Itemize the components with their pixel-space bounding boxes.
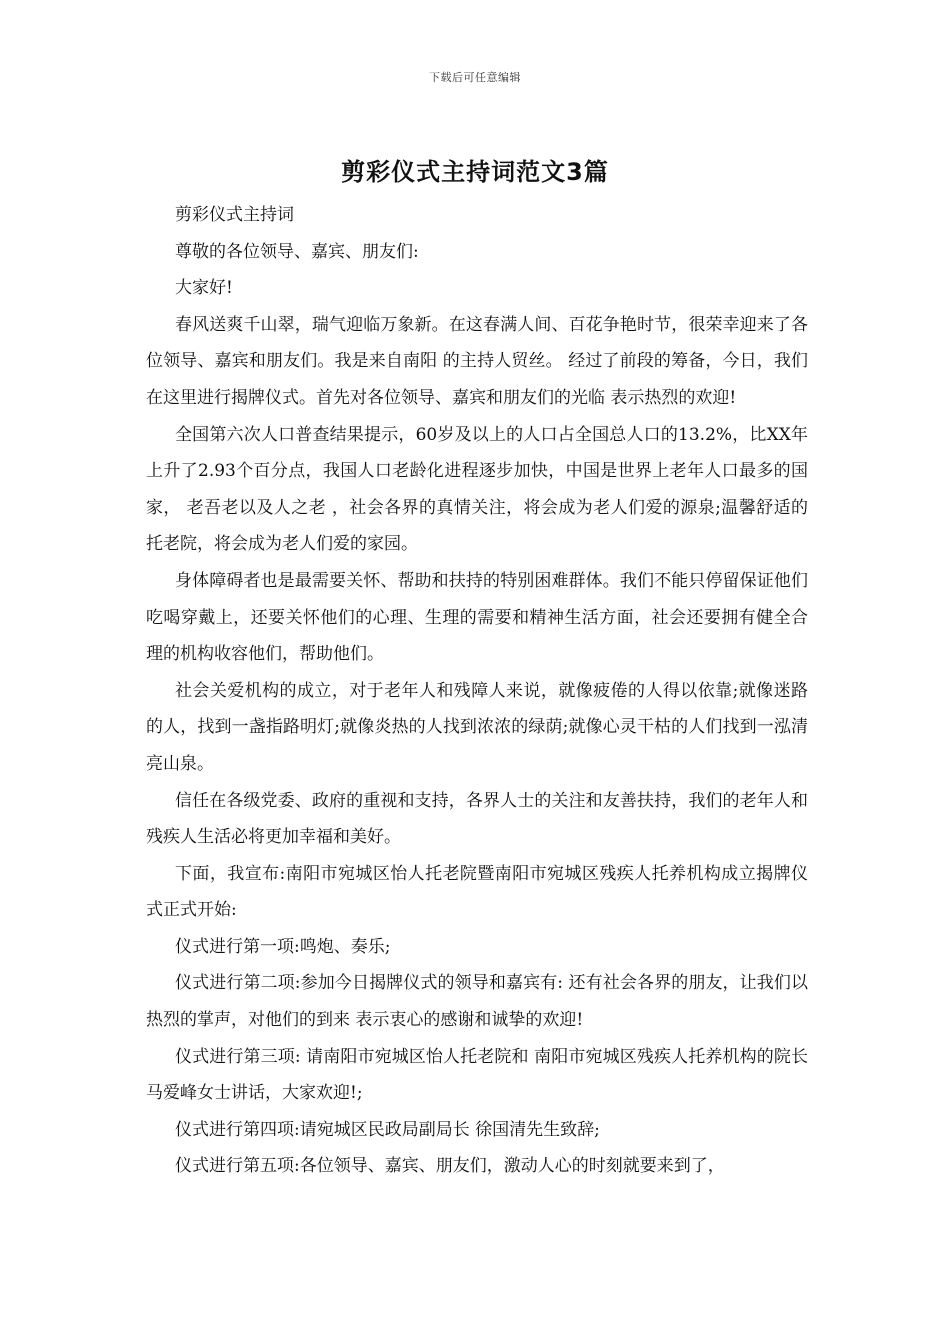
paragraph: 仪式进行第三项: 请南阳市宛城区怡人托老院和 南阳市宛城区残疾人托养机构的院长 马爱峰女士讲话，大家欢迎!;: [146, 1046, 808, 1104]
document-title: 剪彩仪式主持词范文3篇: [341, 158, 609, 186]
paragraph: 大家好!: [175, 278, 233, 299]
header-note: 下载后可任意编辑: [429, 71, 521, 84]
paragraph: 仪式进行第五项:各位领导、嘉宾、朋友们，激动人心的时刻就要来到了，: [175, 1156, 725, 1177]
paragraph: 社会关爱机构的成立，对于老年人和残障人来说，就像疲倦的人得以依靠;就像迷路的人，找到一盏指路明灯;就像炎热的人找到浓浓的绿荫;就像心灵干枯的人们找到一泓清亮山泉。: [146, 680, 808, 774]
paragraph: 仪式进行第二项:参加今日揭牌仪式的领导和嘉宾有: 还有社会各界的朋友，让我们以热烈的掌声，对他们的到来 表示衷心的感谢和诚挚的欢迎!: [146, 973, 808, 1031]
paragraph: 仪式进行第一项:鸣炮、奏乐;: [175, 936, 391, 957]
paragraph: 剪彩仪式主持词: [175, 205, 294, 225]
paragraph: 春风送爽千山翠，瑞气迎临万象新。在这春满人间、百花争艳时节，很荣幸迎来了各位领导、嘉宾和朋友们。我是来自南阳 的主持人贸丝。 经过了前段的筹备，今日，我们在这里进行揭牌仪式。首先对各位领导、嘉宾和朋友们的光临 表示热烈的欢迎!: [146, 314, 808, 408]
paragraph: 信任在各级党委、政府的重视和支持，各界人士的关注和友善扶持，我们的老年人和残疾人生活必将更加幸福和美好。: [146, 790, 808, 848]
paragraph: 仪式进行第四项:请宛城区民政局副局长 徐国清先生致辞;: [175, 1119, 600, 1140]
paragraph: 身体障碍者也是最需要关怀、帮助和扶持的特别困难群体。我们不能只停留保证他们吃喝穿戴上，还要关怀他们的心理、生理的需要和精神生活方面，社会还要拥有健全合理的机构收容他们，帮助他们。: [146, 570, 808, 665]
paragraph: 尊敬的各位领导、嘉宾、朋友们:: [175, 241, 419, 262]
document-body: [146, 197, 808, 1185]
paragraph: 下面，我宣布:南阳市宛城区怡人托老院暨南阳市宛城区残疾人托养机构成立揭牌仪式正式开始:: [146, 863, 808, 921]
paragraph: 全国第六次人口普查结果提示，60岁及以上的人口占全国总人口的13.2%，比XX年上升了2.93个百分点，我国人口老龄化进程逐步加快，中国是世界上老年人口最多的国家， 老吾老以及人之老 ，社会各界的真情关注，将会成为老人们爱的源泉;温馨舒适的托老院，将会成为老人们爱的家园。: [146, 424, 808, 555]
